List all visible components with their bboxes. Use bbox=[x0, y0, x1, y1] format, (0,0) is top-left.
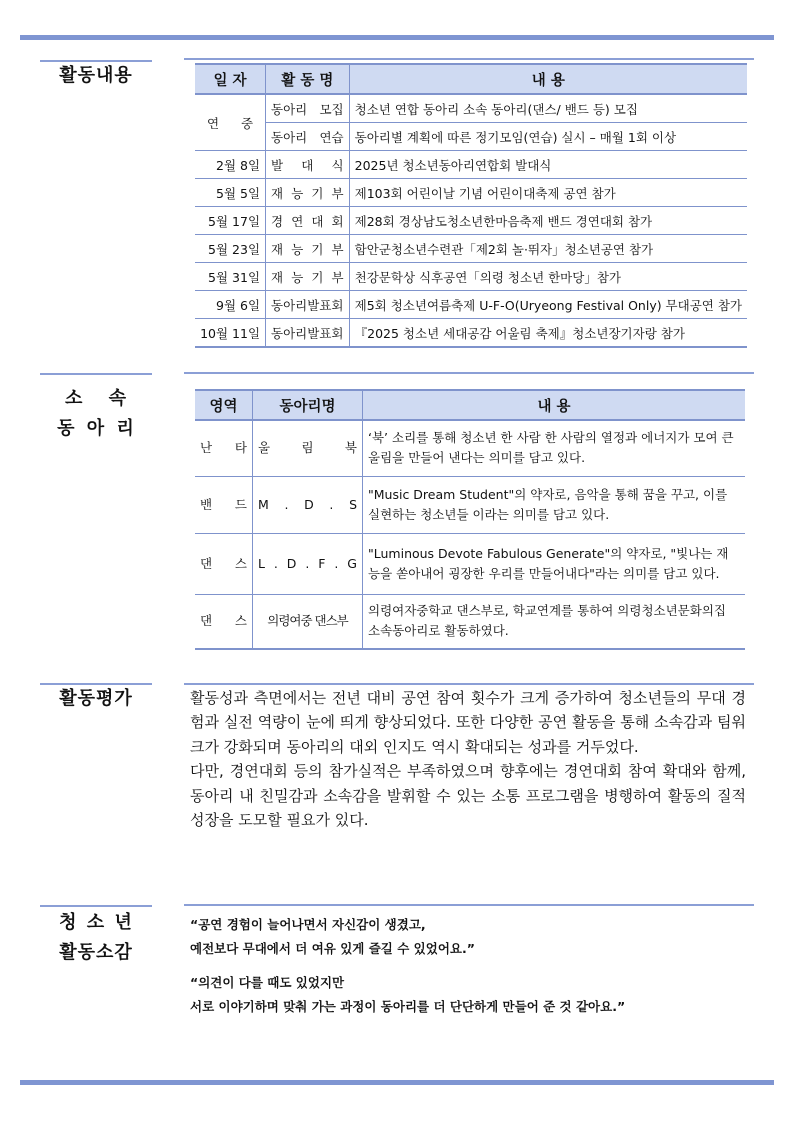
content-cell: 청소년 연합 동아리 소속 동아리(댄스/ 밴드 등) 모집 bbox=[349, 94, 747, 123]
area-cell: 댄 스 bbox=[195, 533, 253, 594]
evaluation-text bbox=[190, 686, 746, 832]
content-cell: 함안군청소년수련관「제2회 놀·뛰자」청소년공연 참가 bbox=[349, 235, 747, 263]
divider bbox=[40, 905, 152, 907]
club-name-cell: 울 림 북 bbox=[253, 420, 363, 476]
table-row bbox=[195, 235, 747, 263]
paragraph: 다만, 경연대회 등의 참가실적은 부족하였으며 향후에는 경연대회 참여 확대와 함께, 동아리 내 친밀감과 소속감을 발휘할 수 있는 소통 프로그램을 병행하여 활동의 질적 성장을 도모할 필요가 있다. bbox=[190, 762, 746, 830]
header-club-name: 동아리명 bbox=[253, 390, 363, 420]
content-cell: 천강문학상 식후공연「의령 청소년 한마당」참가 bbox=[349, 263, 747, 291]
quote-line: “의견이 다를 때도 있었지만 bbox=[190, 975, 345, 990]
activity-name-cell: 재 능 기 부 bbox=[266, 263, 350, 291]
activity-name-cell: 동아리발표회 bbox=[266, 319, 350, 348]
table-row bbox=[195, 533, 745, 594]
divider bbox=[184, 372, 754, 374]
section-label-evaluation: 활동평가 bbox=[59, 688, 133, 709]
date-cell: 5월 17일 bbox=[195, 207, 266, 235]
bottom-rule bbox=[20, 1080, 774, 1085]
area-cell: 난 타 bbox=[195, 420, 253, 476]
content-cell: 『2025 청소년 세대공감 어울림 축제』청소년장기자랑 참가 bbox=[349, 319, 747, 348]
section-label-clubs bbox=[40, 384, 152, 444]
content-cell: ‘북’ 소리를 통해 청소년 한 사람 한 사람의 열정과 에너지가 모여 큰 울림을 만들어 낸다는 의미를 담고 있다. bbox=[363, 420, 746, 476]
quote-line: “공연 경험이 늘어나면서 자신감이 생겼고, bbox=[190, 917, 426, 932]
top-rule bbox=[20, 35, 774, 40]
activity-name-cell: 재 능 기 부 bbox=[266, 235, 350, 263]
club-name-cell: L . D . F . G bbox=[253, 533, 363, 594]
label-line: 청 소 년 bbox=[59, 912, 133, 933]
header-area: 영역 bbox=[195, 390, 253, 420]
club-name-cell: 의령여중 댄스부 bbox=[253, 594, 363, 649]
table-row bbox=[195, 420, 745, 476]
label-line: 동 아 리 bbox=[57, 418, 135, 439]
activity-name-cell: 동아리 모집 bbox=[266, 94, 350, 123]
divider bbox=[184, 683, 754, 685]
quote-line: 서로 이야기하며 맞춰 가는 과정이 동아리를 더 단단하게 만들어 준 것 같아요.” bbox=[190, 998, 626, 1014]
content-cell: "Music Dream Student"의 약자로, 음악을 통해 꿈을 꾸고, 이를 실현하는 청소년들 이라는 의미를 담고 있다. bbox=[363, 476, 746, 533]
area-cell: 댄 스 bbox=[195, 594, 253, 649]
header-content: 내 용 bbox=[363, 390, 746, 420]
activity-name-cell: 재 능 기 부 bbox=[266, 179, 350, 207]
activities-table bbox=[195, 63, 747, 348]
clubs-table bbox=[195, 389, 745, 650]
date-cell: 5월 23일 bbox=[195, 235, 266, 263]
testimonial-quote bbox=[190, 971, 625, 1018]
table-row bbox=[195, 291, 747, 319]
date-cell: 10월 11일 bbox=[195, 319, 266, 348]
content-cell: 의령여자중학교 댄스부로, 학교연계를 통하여 의령청소년문화의집 소속동아리로 활동하였다. bbox=[363, 594, 746, 649]
activity-name-cell: 발 대 식 bbox=[266, 151, 350, 179]
divider bbox=[184, 904, 754, 906]
table-row bbox=[195, 594, 745, 649]
area-cell: 밴 드 bbox=[195, 476, 253, 533]
date-cell: 5월 5일 bbox=[195, 179, 266, 207]
section-label-activities: 활동내용 bbox=[59, 65, 133, 86]
date-cell: 5월 31일 bbox=[195, 263, 266, 291]
table-row bbox=[195, 179, 747, 207]
date-cell: 2월 8일 bbox=[195, 151, 266, 179]
activity-name-cell: 경 연 대 회 bbox=[266, 207, 350, 235]
label-line: 활동소감 bbox=[59, 942, 133, 963]
table-row bbox=[195, 207, 747, 235]
header-activity: 활 동 명 bbox=[266, 64, 350, 94]
table-row bbox=[195, 476, 745, 533]
activity-name-cell: 동아리발표회 bbox=[266, 291, 350, 319]
divider bbox=[40, 373, 152, 375]
label-line: 소 속 bbox=[64, 388, 128, 409]
section-label-testimonials bbox=[40, 908, 152, 968]
header-content: 내 용 bbox=[349, 64, 747, 94]
paragraph: 활동성과 측면에서는 전년 대비 공연 참여 횟수가 크게 증가하여 청소년들의 무대 경험과 실전 역량이 눈에 띄게 향상되었다. 또한 다양한 공연 활동을 통해 소속감과 팀워크가 강화되며 동아리의 대외 인지도 역시 확대되는 성과를 거두었다. bbox=[190, 689, 746, 756]
table-row bbox=[195, 151, 747, 179]
content-cell: "Luminous Devote Fabulous Generate"의 약자로, "빛나는 재능을 쏟아내어 굉장한 우리를 만들어내다"라는 의미를 담고 있다. bbox=[363, 533, 746, 594]
table-row bbox=[195, 94, 747, 123]
divider bbox=[184, 58, 754, 60]
table-row bbox=[195, 263, 747, 291]
date-cell: 연 중 bbox=[195, 94, 266, 151]
content-cell: 2025년 청소년동아리연합회 발대식 bbox=[349, 151, 747, 179]
content-cell: 제5회 청소년여름축제 U-F-O(Uryeong Festival Only) 무대공연 참가 bbox=[349, 291, 747, 319]
club-name-cell: M . D . S bbox=[253, 476, 363, 533]
content-cell: 제28회 경상남도청소년한마음축제 밴드 경연대회 참가 bbox=[349, 207, 747, 235]
table-row bbox=[195, 123, 747, 151]
activity-name-cell: 동아리 연습 bbox=[266, 123, 350, 151]
content-cell: 제103회 어린이날 기념 어린이대축제 공연 참가 bbox=[349, 179, 747, 207]
table-row bbox=[195, 319, 747, 348]
content-cell: 동아리별 계획에 따른 정기모임(연습) 실시 – 매월 1회 이상 bbox=[349, 123, 747, 151]
testimonial-quote bbox=[190, 913, 475, 960]
quote-line: 예전보다 무대에서 더 여유 있게 즐길 수 있었어요.” bbox=[190, 940, 475, 956]
header-date: 일 자 bbox=[195, 64, 266, 94]
date-cell: 9월 6일 bbox=[195, 291, 266, 319]
